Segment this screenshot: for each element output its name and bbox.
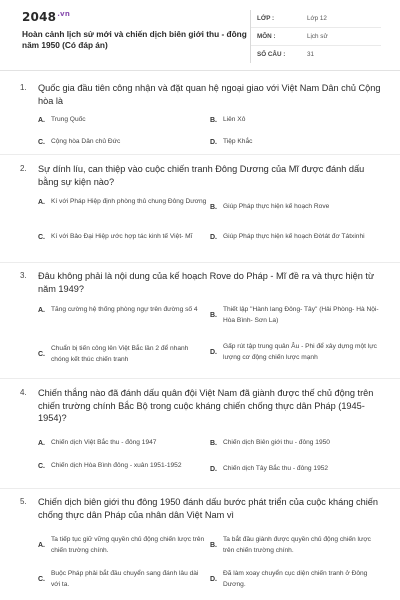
question-divider [0, 262, 400, 263]
meta-label: MÔN : [257, 33, 276, 40]
option-c[interactable] [38, 461, 208, 472]
option-text: Liên Xô [223, 116, 246, 123]
meta-row-subject [251, 28, 381, 46]
question-1 [20, 82, 382, 146]
option-d[interactable] [210, 137, 380, 148]
option-b[interactable] [210, 305, 380, 326]
logo-text: 2048 [22, 10, 57, 24]
meta-label: LỚP : [257, 15, 275, 22]
option-text: Gấp rút tập trung quân Âu - Phi để xây dựng một lực lượng cơ động chiến lược mạnh [223, 343, 377, 361]
option-d[interactable] [210, 464, 380, 475]
question-text: Đâu không phải là nội dung của kế hoạch Rove do Pháp - Mĩ đề ra và thực hiện từ năm 1949? [38, 271, 375, 294]
question-number: 2. [20, 164, 27, 173]
question-stem [20, 82, 382, 107]
option-letter: C. [38, 233, 45, 241]
option-letter: D. [210, 233, 217, 241]
option-a[interactable] [38, 115, 208, 126]
option-text: Tăng cường hệ thống phòng ngự trên đường số 4 [51, 306, 198, 313]
option-text: Cộng hòa Dân chủ Đức [51, 138, 121, 145]
option-letter: C. [38, 138, 45, 146]
question-number: 5. [20, 497, 27, 506]
option-text: Đã làm xoay chuyển cục diện chiến tranh ở Đông Dương. [223, 570, 368, 588]
question-number: 4. [20, 388, 27, 397]
option-d[interactable] [210, 342, 380, 363]
meta-value: Lớp 12 [307, 15, 327, 22]
question-text: Chiến dịch biên giới thu đông 1950 đánh dấu bước phát triển của cuộc kháng chiến chống thực dân Pháp của nhân dân Việt Nam vì [38, 497, 379, 520]
option-b[interactable] [210, 115, 380, 126]
question-divider [0, 378, 400, 379]
question-text: Chiến thắng nào đã đánh dấu quân đội Việt Nam đã giành được thế chủ động trên chiến trường chính Bắc Bộ trong cuộc kháng chiến chống thực dân Pháp (1945-1954)? [38, 388, 374, 423]
option-c[interactable] [38, 569, 208, 590]
option-letter: C. [38, 351, 45, 358]
header-divider [0, 70, 400, 71]
option-text: Thiết lập "Hành lang Đông- Tây" (Hải Phòng- Hà Nội- Hòa Bình- Sơn La) [223, 306, 379, 324]
option-letter: A. [38, 542, 45, 549]
question-stem [20, 387, 382, 425]
option-letter: A. [38, 306, 45, 314]
option-letter: B. [210, 203, 217, 211]
question-divider [0, 154, 400, 155]
option-text: Giúp Pháp thực hiện kế hoạch Đờlát đơ Tátxinhi [223, 233, 365, 240]
option-text: Buộc Pháp phải bắt đầu chuyển sang đánh lâu dài với ta. [51, 570, 199, 588]
logo-tld: .vn [57, 10, 71, 18]
question-stem [20, 496, 382, 521]
document-title: Hoàn cảnh lịch sử mới và chiến dịch biên giới thu - đông năm 1950 (Có đáp án) [22, 29, 247, 50]
option-letter: B. [210, 116, 217, 124]
meta-row-class [251, 10, 381, 28]
option-c[interactable] [38, 137, 208, 148]
option-b[interactable] [210, 202, 380, 213]
option-letter: C. [38, 462, 45, 470]
option-text: Chuẩn bị tiến công lên Việt Bắc lần 2 để nhanh chóng kết thúc chiến tranh [51, 345, 189, 363]
option-letter: B. [210, 312, 217, 319]
option-letter: B. [210, 542, 217, 549]
question-text: Quốc gia đầu tiên công nhận và đặt quan hệ ngoại giao với Việt Nam Dân chủ Cộng hòa là [38, 83, 381, 106]
option-letter: A. [38, 439, 45, 447]
option-letter: D. [210, 576, 217, 583]
option-c[interactable] [38, 344, 208, 365]
option-c[interactable] [38, 232, 208, 243]
option-text: Chiến dịch Việt Bắc thu - đông 1947 [51, 439, 157, 446]
option-text: Kí với Pháp Hiệp định phòng thủ chung Đông Dương [51, 198, 207, 205]
option-letter: B. [210, 439, 217, 447]
option-letter: C. [38, 576, 45, 583]
option-text: Giúp Pháp thực hiện kế hoạch Rove [223, 203, 330, 210]
option-letter: D. [210, 465, 217, 473]
question-2 [20, 163, 382, 241]
meta-value: 31 [307, 51, 315, 58]
option-letter: D. [210, 349, 217, 356]
question-number: 3. [20, 271, 27, 280]
meta-value: Lịch sử [307, 33, 328, 40]
meta-label: SỐ CÂU : [257, 51, 286, 58]
option-b[interactable] [210, 438, 380, 449]
question-text: Sự dính líu, can thiệp vào cuộc chiến tranh Đông Dương của Mĩ được đánh dấu bằng sự kiện nào? [38, 164, 365, 187]
option-b[interactable] [210, 535, 380, 556]
option-a[interactable] [38, 305, 208, 316]
meta-row-count [251, 46, 381, 63]
option-letter: A. [38, 116, 45, 124]
meta-table [250, 10, 381, 63]
option-text: Ta bắt đầu giành được quyền chủ động chiến lược trên chiến trường chính. [223, 536, 371, 554]
option-letter: D. [210, 138, 217, 146]
option-text: Chiến dịch Tây Bắc thu - đông 1952 [223, 465, 329, 472]
option-text: Chiến dịch Biên giới thu - đông 1950 [223, 439, 330, 446]
option-d[interactable] [210, 569, 380, 590]
question-divider [0, 488, 400, 489]
question-number: 1. [20, 83, 27, 92]
question-3 [20, 270, 382, 363]
question-4 [20, 387, 382, 473]
question-stem [20, 163, 382, 188]
question-5 [20, 496, 382, 588]
option-text: Trung Quốc [51, 116, 86, 123]
option-a[interactable] [38, 535, 208, 556]
option-text: Tiệp Khắc [223, 138, 253, 145]
option-letter: A. [38, 198, 45, 206]
option-text: Chiến dịch Hòa Bình đông - xuân 1951-1952 [51, 462, 182, 469]
question-stem [20, 270, 382, 295]
option-a[interactable] [38, 438, 208, 449]
option-a[interactable] [38, 197, 208, 208]
option-text: Kí với Bảo Đại Hiệp ước hợp tác kinh tế Việt- Mĩ [51, 233, 193, 240]
option-text: Ta tiếp tục giữ vững quyền chủ động chiến lược trên chiến trường chính. [51, 536, 205, 554]
option-d[interactable] [210, 232, 380, 243]
page-header [22, 10, 380, 66]
